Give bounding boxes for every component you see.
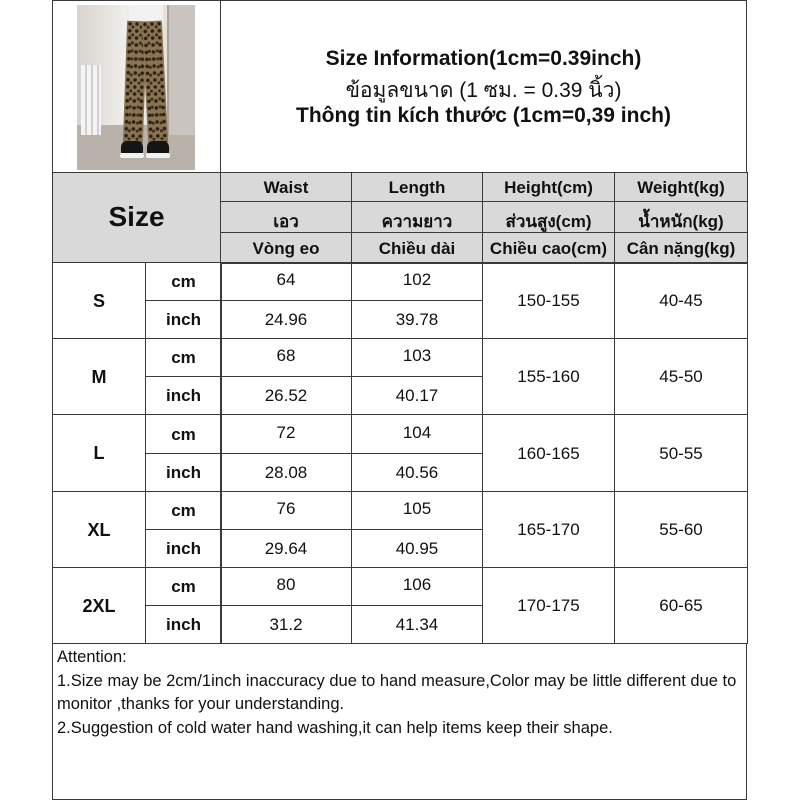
- unit-cell-cm: [145, 491, 222, 530]
- header-length-label-1: ความยาว: [381, 211, 453, 231]
- info-title-vi: Thông tin kích thước (1cm=0,39 inch): [296, 104, 671, 127]
- unit-label-inch: inch: [166, 539, 201, 558]
- height-cell: [482, 262, 615, 339]
- length-cm-cell: [351, 414, 483, 454]
- header-length-2: [351, 232, 483, 264]
- size-label: L: [93, 443, 105, 463]
- height-cell: [482, 414, 615, 492]
- unit-cell-inch: [145, 453, 222, 492]
- waist-cm-cell: [220, 338, 352, 377]
- info-title-th: ข้อมูลขนาด (1 ซม. = 0.39 นิ้ว): [345, 79, 622, 102]
- length-inch-cell: [351, 376, 483, 415]
- length-inch-value: 40.95: [395, 539, 439, 558]
- header-weight-label-2: Cân nặng(kg): [626, 238, 736, 258]
- weight-value: 45-50: [659, 367, 703, 386]
- length-inch-value: 41.34: [395, 615, 439, 634]
- size-label: 2XL: [82, 595, 116, 616]
- size-cell: [52, 262, 146, 339]
- weight-cell: [614, 338, 748, 415]
- weight-cell: [614, 491, 748, 568]
- size-header-label: Size: [108, 201, 165, 232]
- weight-cell: [614, 262, 748, 339]
- waist-cm-cell: [220, 491, 352, 530]
- length-inch-value: 40.17: [395, 386, 439, 405]
- header-height-label-2: Chiều cao(cm): [489, 238, 608, 258]
- size-cell: [52, 491, 146, 568]
- length-inch-cell: [351, 605, 483, 644]
- unit-cell-inch: [145, 376, 222, 415]
- waist-cm-value: 80: [276, 575, 296, 594]
- waist-inch-value: 26.52: [264, 386, 308, 405]
- size-label: S: [92, 290, 105, 311]
- length-inch-cell: [351, 453, 483, 492]
- unit-cell-cm: [145, 567, 222, 606]
- header-waist-label-1: เอว: [273, 211, 299, 231]
- product-photo-cell: [52, 0, 221, 173]
- length-cm-cell: [351, 262, 483, 301]
- product-photo: [77, 5, 195, 170]
- unit-label-cm: cm: [171, 424, 196, 444]
- unit-label-inch: inch: [166, 310, 201, 329]
- unit-label-cm: cm: [171, 577, 196, 596]
- unit-cell-inch: [145, 300, 222, 339]
- unit-label-cm: cm: [171, 348, 196, 367]
- length-cm-value: 106: [402, 575, 432, 594]
- size-cell: [52, 567, 146, 644]
- height-value: 170-175: [517, 596, 580, 615]
- unit-label-inch: inch: [166, 463, 201, 482]
- weight-cell: [614, 567, 748, 644]
- height-value: 155-160: [517, 367, 580, 386]
- length-inch-cell: [351, 529, 483, 568]
- header-height-2: [482, 232, 615, 264]
- waist-inch-value: 28.08: [264, 463, 308, 482]
- header-length-label-0: Length: [388, 177, 446, 197]
- header-height-label-0: Height(cm): [504, 177, 593, 197]
- attention-line-1: 1.Size may be 2cm/1inch inaccuracy due to hand measure,Color may be little different due to monitor ,thanks for your understanding.: [57, 671, 741, 713]
- header-height-0: [482, 172, 615, 202]
- waist-cm-value: 68: [276, 346, 296, 365]
- weight-value: 60-65: [659, 596, 703, 615]
- header-waist-label-2: Vòng eo: [252, 238, 320, 258]
- length-cm-value: 102: [402, 270, 432, 289]
- header-weight-2: [614, 232, 748, 264]
- header-waist-0: [220, 172, 352, 202]
- header-length-label-2: Chiều dài: [378, 238, 456, 258]
- unit-label-inch: inch: [166, 615, 201, 634]
- waist-inch-value: 24.96: [264, 310, 308, 329]
- height-value: 165-170: [517, 520, 580, 539]
- header-height-label-1: ส่วนสูง(cm): [505, 211, 592, 231]
- size-information-block: [220, 0, 747, 173]
- size-header-cell: [52, 172, 221, 263]
- unit-cell-cm: [145, 414, 222, 454]
- length-inch-cell: [351, 300, 483, 339]
- waist-inch-value: 29.64: [264, 539, 308, 558]
- unit-cell-cm: [145, 262, 222, 301]
- unit-cell-cm: [145, 338, 222, 377]
- weight-value: 55-60: [659, 520, 703, 539]
- waist-cm-value: 76: [276, 499, 296, 518]
- waist-cm-cell: [220, 414, 352, 454]
- header-waist-1: [220, 201, 352, 233]
- unit-cell-inch: [145, 529, 222, 568]
- length-cm-value: 104: [402, 422, 432, 442]
- size-chart: [52, 0, 747, 800]
- header-weight-0: [614, 172, 748, 202]
- size-cell: [52, 414, 146, 492]
- length-inch-value: 39.78: [395, 310, 439, 329]
- header-weight-label-1: น้ำหนัก(kg): [638, 211, 724, 231]
- header-waist-2: [220, 232, 352, 264]
- length-cm-cell: [351, 491, 483, 530]
- waist-inch-cell: [220, 529, 352, 568]
- waist-cm-value: 72: [276, 422, 296, 442]
- attention-notes: [52, 643, 747, 800]
- attention-line-2: 2.Suggestion of cold water hand washing,it can help items keep their shape.: [57, 718, 613, 737]
- length-cm-value: 105: [402, 499, 432, 518]
- weight-cell: [614, 414, 748, 492]
- unit-label-inch: inch: [166, 386, 201, 405]
- weight-value: 40-45: [659, 291, 703, 310]
- waist-cm-value: 64: [276, 270, 296, 289]
- length-cm-cell: [351, 338, 483, 377]
- size-cell: [52, 338, 146, 415]
- weight-value: 50-55: [659, 443, 703, 463]
- header-weight-label-0: Weight(kg): [637, 177, 725, 197]
- height-value: 160-165: [517, 443, 580, 463]
- waist-inch-cell: [220, 453, 352, 492]
- height-cell: [482, 567, 615, 644]
- length-cm-cell: [351, 567, 483, 606]
- height-cell: [482, 491, 615, 568]
- waist-inch-cell: [220, 300, 352, 339]
- header-weight-1: [614, 201, 748, 233]
- unit-cell-inch: [145, 605, 222, 644]
- attention-title: Attention:: [57, 648, 127, 666]
- waist-inch-value: 31.2: [269, 615, 303, 634]
- waist-cm-cell: [220, 567, 352, 606]
- height-value: 150-155: [517, 291, 580, 310]
- info-title-en: Size Information(1cm=0.39inch): [325, 47, 642, 70]
- waist-inch-cell: [220, 605, 352, 644]
- size-label: M: [91, 366, 107, 387]
- header-height-1: [482, 201, 615, 233]
- waist-cm-cell: [220, 262, 352, 301]
- unit-label-cm: cm: [171, 272, 196, 291]
- unit-label-cm: cm: [171, 501, 196, 520]
- size-label: XL: [87, 519, 111, 540]
- header-length-1: [351, 201, 483, 233]
- height-cell: [482, 338, 615, 415]
- length-inch-value: 40.56: [395, 463, 439, 482]
- length-cm-value: 103: [402, 346, 432, 365]
- waist-inch-cell: [220, 376, 352, 415]
- header-waist-label-0: Waist: [263, 177, 309, 197]
- header-length-0: [351, 172, 483, 202]
